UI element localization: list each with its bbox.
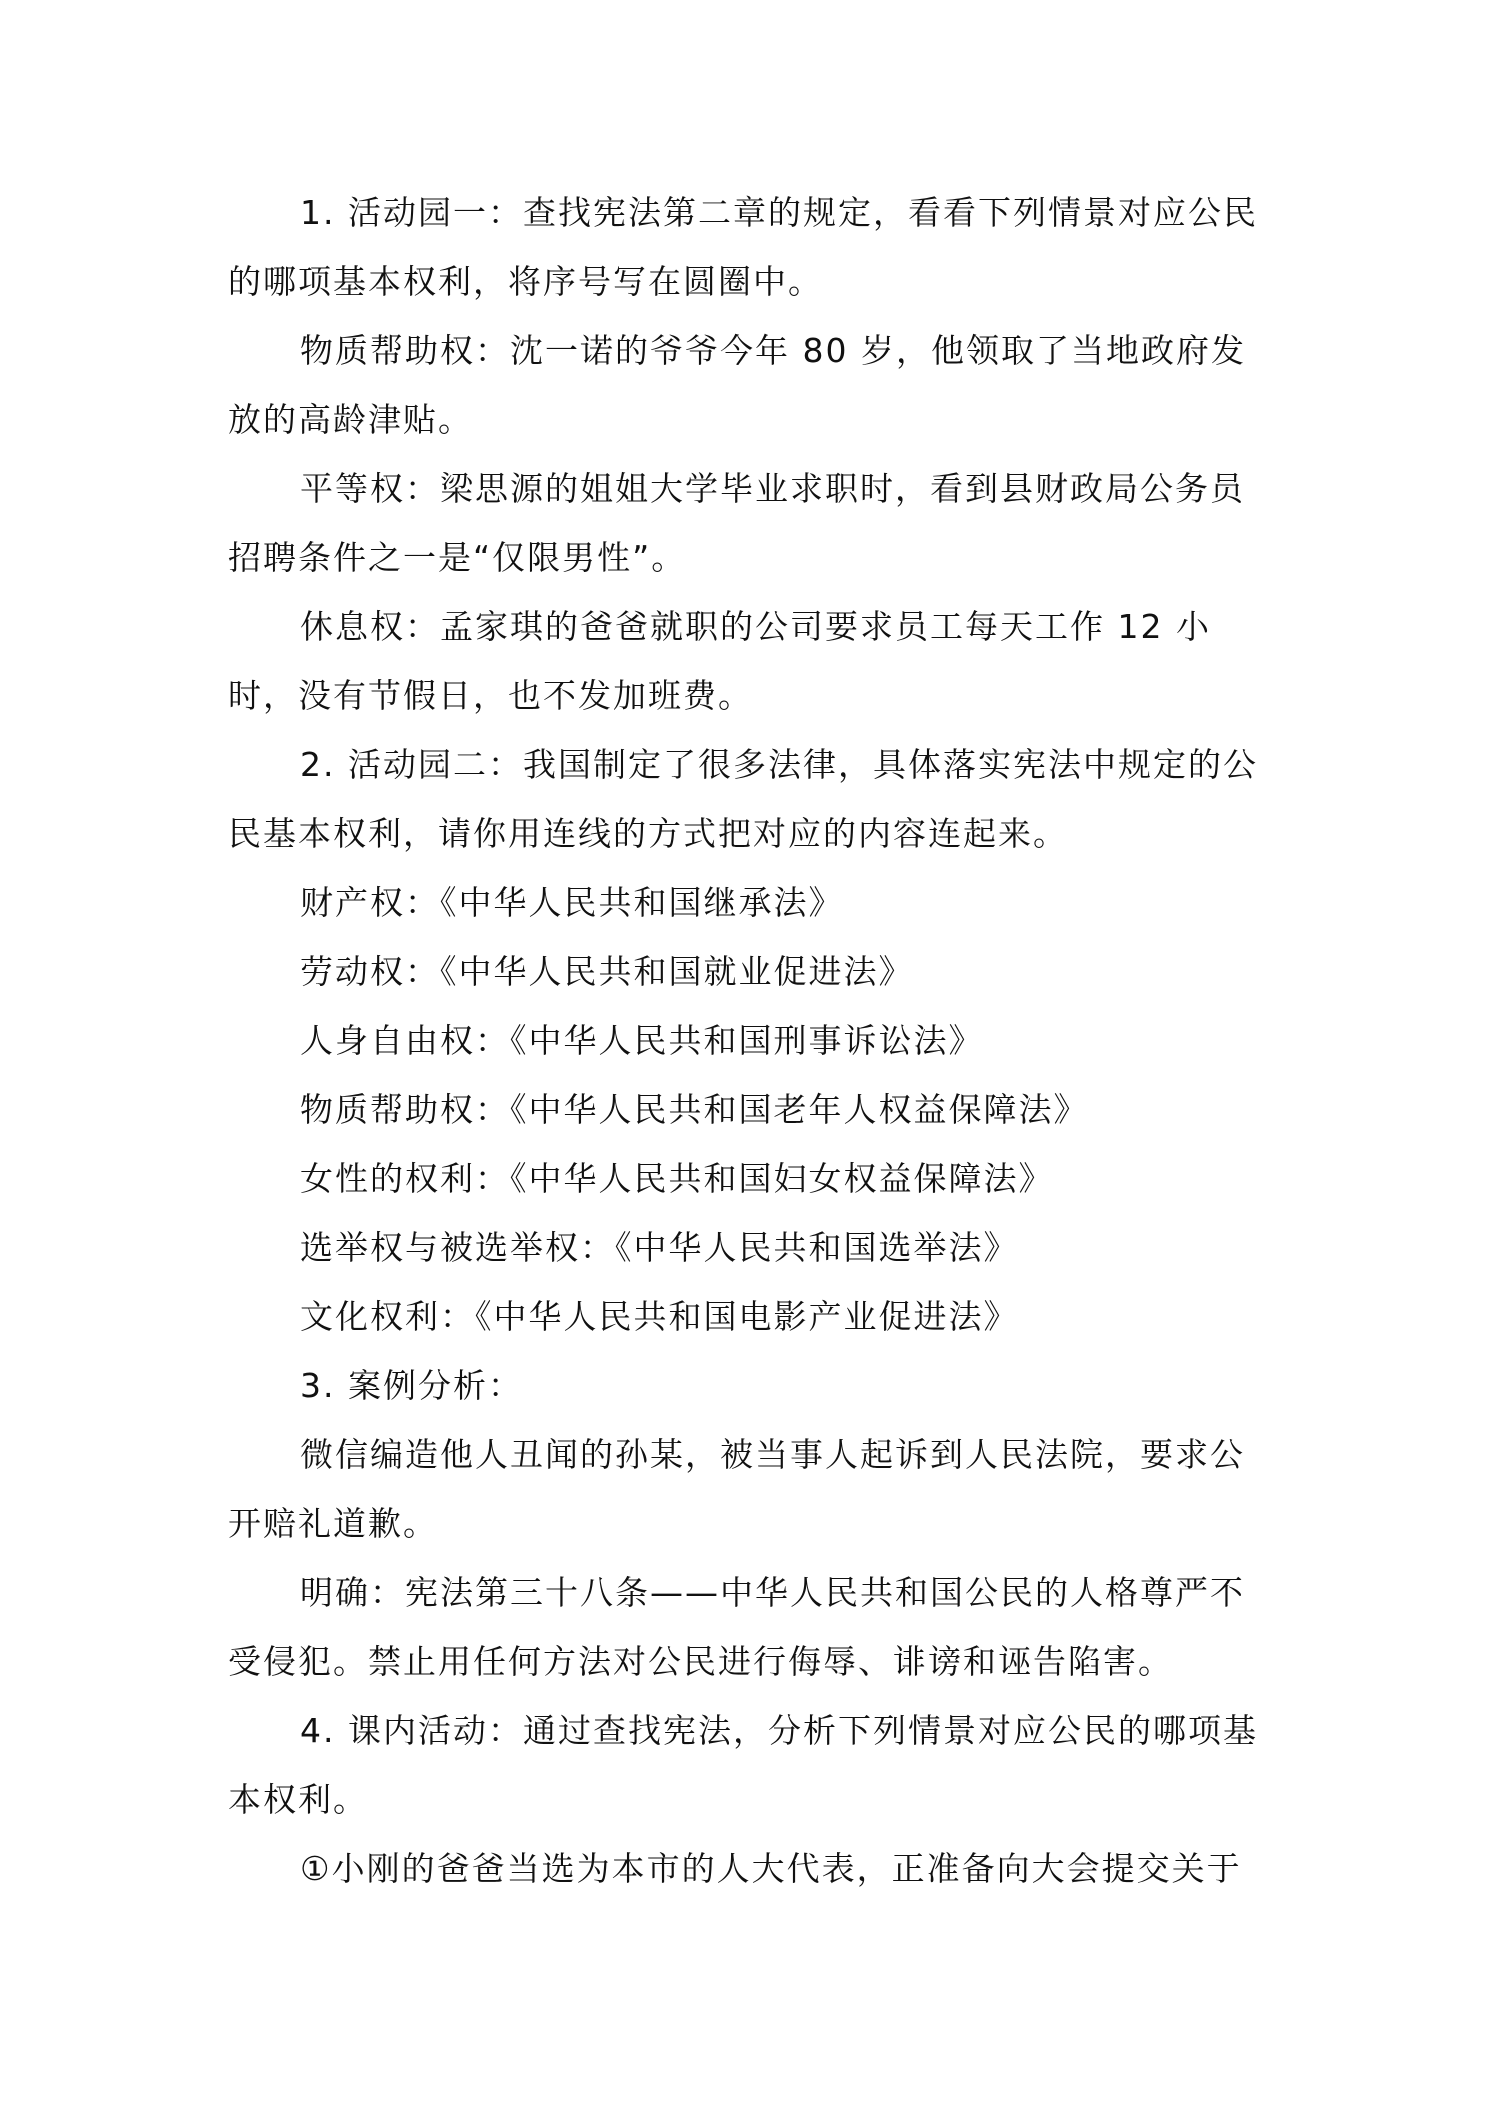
- law-item-election: 选举权与被选举权：《中华人民共和国选举法》: [300, 1228, 1019, 1267]
- activity-4-heading: 4. 课内活动：通过查找宪法，分析下列情景对应公民的哪项基本权利。: [228, 1711, 1258, 1819]
- law-item-women-rights: 女性的权利：《中华人民共和国妇女权益保障法》: [300, 1159, 1054, 1198]
- law-item-labor: 劳动权：《中华人民共和国就业促进法》: [300, 952, 914, 991]
- law-item-material-assistance: 物质帮助权：《中华人民共和国老年人权益保障法》: [300, 1090, 1089, 1129]
- law-item-culture: 文化权利：《中华人民共和国电影产业促进法》: [300, 1297, 1019, 1336]
- activity-2-heading: 2. 活动园二：我国制定了很多法律，具体落实宪法中规定的公民基本权利，请你用连线的方式把对应的内容连起来。: [228, 745, 1258, 853]
- case-clarification: 明确：宪法第三十八条——中华人民共和国公民的人格尊严不受侵犯。禁止用任何方法对公民进行侮辱、诽谤和诬告陷害。: [228, 1573, 1245, 1681]
- activity-1-heading: 1. 活动园一：查找宪法第二章的规定，看看下列情景对应公民的哪项基本权利，将序号写在圆圈中。: [228, 193, 1258, 301]
- scenario-rest: 休息权：孟家琪的爸爸就职的公司要求员工每天工作 12 小时，没有节假日，也不发加班费。: [228, 607, 1211, 715]
- law-item-personal-freedom: 人身自由权：《中华人民共和国刑事诉讼法》: [300, 1021, 984, 1060]
- document-body: [228, 178, 1268, 1903]
- case-description: 微信编造他人丑闻的孙某，被当事人起诉到人民法院，要求公开赔礼道歉。: [228, 1435, 1245, 1543]
- law-item-property: 财产权：《中华人民共和国继承法》: [300, 883, 844, 922]
- case-analysis-heading: 3. 案例分析：: [300, 1366, 523, 1405]
- scenario-equality: 平等权：梁思源的姐姐大学毕业求职时，看到县财政局公务员招聘条件之一是“仅限男性”。: [228, 469, 1245, 577]
- scenario-1: ①小刚的爸爸当选为本市的人大代表，正准备向大会提交关于: [300, 1849, 1242, 1888]
- scenario-material-assistance: 物质帮助权：沈一诺的爷爷今年 80 岁，他领取了当地政府发放的高龄津贴。: [228, 331, 1246, 439]
